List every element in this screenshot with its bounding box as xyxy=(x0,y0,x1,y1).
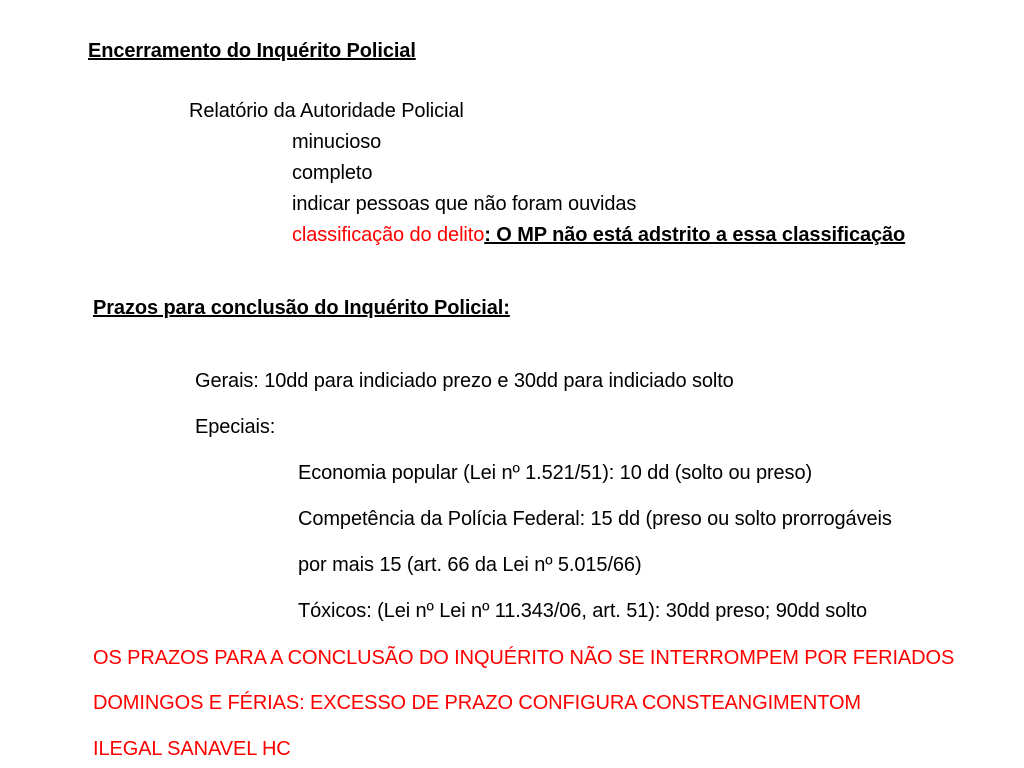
alert-line-1: OS PRAZOS PARA A CONCLUSÃO DO INQUÉRITO NÃO SE INTERROMPEM POR FERIADOS xyxy=(93,647,955,669)
prazos-especiais-label: Epeciais: xyxy=(195,416,276,438)
especial-item-toxicos: Tóxicos: (Lei nº Lei nº 11.343/06, art. 51): 30dd preso; 90dd solto xyxy=(298,600,868,622)
list-item-classificacao xyxy=(292,223,905,247)
classificacao-label: classificação do delito xyxy=(292,224,485,246)
list-item-indicar-pessoas: indicar pessoas que não foram ouvidas xyxy=(292,193,637,215)
list-item-completo: completo xyxy=(292,162,373,184)
section-title-encerramento: Encerramento do Inquérito Policial xyxy=(88,40,416,62)
list-item-minucioso: minucioso xyxy=(292,131,382,153)
alert-line-2: DOMINGOS E FÉRIAS: EXCESSO DE PRAZO CONFIGURA CONSTEANGIMENTOM xyxy=(93,692,861,714)
especial-item-policia-federal: Competência da Polícia Federal: 15 dd (preso ou solto prorrogáveis xyxy=(298,508,892,530)
relatorio-heading: Relatório da Autoridade Policial xyxy=(189,100,464,122)
classificacao-note: : O MP não está adstrito a essa classificação xyxy=(484,224,906,246)
especial-item-policia-federal-cont: por mais 15 (art. 66 da Lei nº 5.015/66) xyxy=(298,554,642,576)
section-title-prazos: Prazos para conclusão do Inquérito Policial: xyxy=(93,297,510,319)
alert-line-3: ILEGAL SANAVEL HC xyxy=(93,738,291,760)
prazos-gerais: Gerais: 10dd para indiciado prezo e 30dd para indiciado solto xyxy=(195,370,734,392)
especial-item-economia-popular: Economia popular (Lei nº 1.521/51): 10 dd (solto ou preso) xyxy=(298,462,813,484)
